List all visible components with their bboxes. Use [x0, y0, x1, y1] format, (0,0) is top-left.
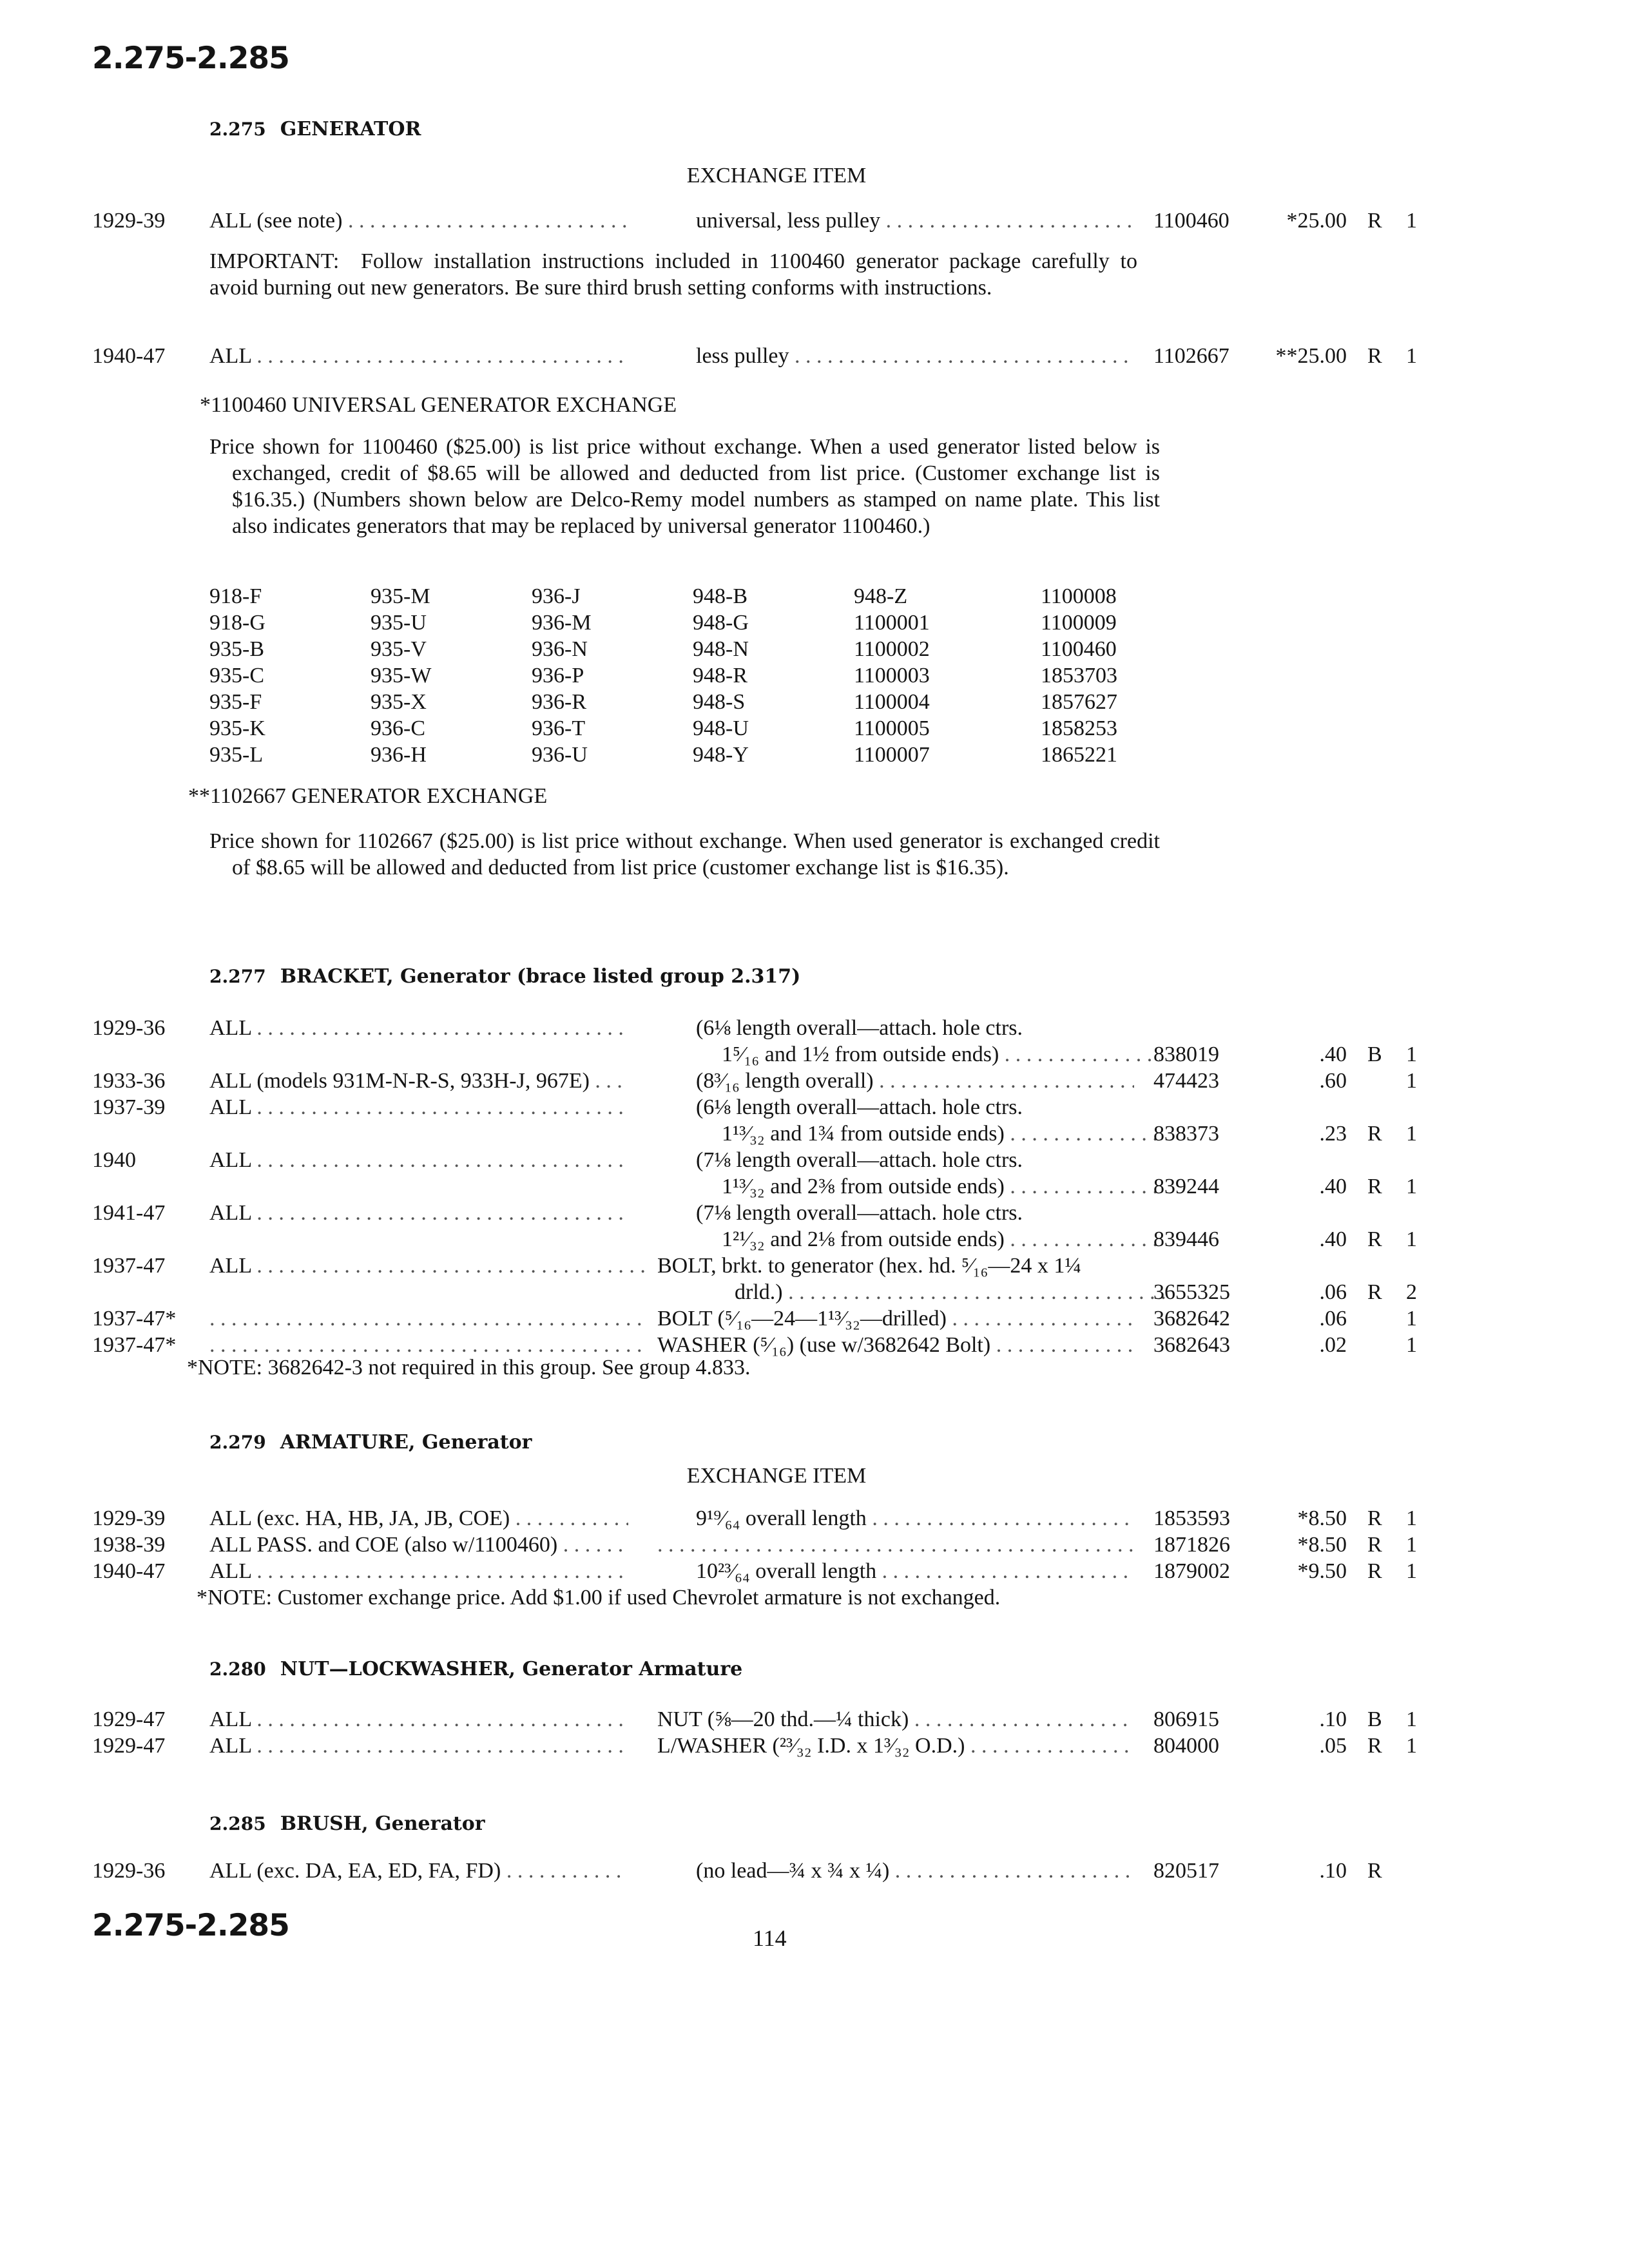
- code-cell: R: [1367, 1734, 1382, 1758]
- section-title-armature: [209, 1429, 532, 1456]
- description-cell: 9¹⁹⁄₆₄ overall length . . .: [696, 1505, 1134, 1532]
- code-cell: R: [1367, 344, 1382, 368]
- model-number: 936-C: [371, 716, 425, 740]
- section-name: NUT—LOCKWASHER, Generator Armature: [280, 1658, 743, 1680]
- table-row: [0, 1253, 1629, 1279]
- description-cell: (6⅛ length overall—attach. hole ctrs.: [696, 1016, 1023, 1040]
- model-number: 1100009: [1041, 611, 1117, 635]
- table-row-continued: [0, 1041, 1629, 1068]
- model-number: 948-U: [693, 716, 749, 740]
- model-number: 936-H: [371, 743, 427, 767]
- section-name: BRACKET, Generator (brace listed group 2.317): [280, 965, 801, 988]
- model-number: 918-F: [209, 584, 262, 608]
- section-number: 2.285: [209, 1813, 266, 1834]
- part-number-cell: 820517: [1153, 1859, 1219, 1883]
- price-cell: **25.00: [1275, 344, 1347, 368]
- description-cell: NUT (⅝—20 thd.—¼ thick) . . .: [657, 1706, 1134, 1733]
- models-cell: ALL . . .: [209, 1253, 648, 1279]
- code-cell: R: [1367, 1227, 1382, 1251]
- description-continued: 1¹³⁄₃₂ and 1¾ from outside ends) . . .: [696, 1120, 1160, 1147]
- description-cell: L/WASHER (²³⁄₃₂ I.D. x 1³⁄₃₂ O.D.) . . .: [657, 1733, 1134, 1759]
- model-number: 1853703: [1041, 664, 1117, 687]
- qty-cell: 1: [1406, 1333, 1417, 1357]
- year-cell: 1937-47*: [92, 1307, 177, 1331]
- year-cell: 1929-39: [92, 209, 166, 233]
- model-number: 948-N: [693, 637, 749, 661]
- model-number: 948-G: [693, 611, 749, 635]
- models-cell: ALL (see note) . . .: [209, 207, 628, 234]
- part-number-cell: 474423: [1153, 1069, 1219, 1093]
- model-number: 1100001: [854, 611, 930, 635]
- section-number: 2.275: [209, 119, 266, 140]
- table-row: [0, 1706, 1629, 1733]
- description-cell: less pulley . . .: [696, 343, 1134, 369]
- table-row: [0, 1068, 1629, 1094]
- model-number: 936-T: [532, 716, 586, 740]
- part-number-cell: 1853593: [1153, 1506, 1230, 1530]
- description-cell: (6⅛ length overall—attach. hole ctrs.: [696, 1095, 1023, 1119]
- part-number-cell: 839446: [1153, 1227, 1219, 1251]
- model-number: 935-C: [209, 664, 264, 687]
- generator-exchange-text: Price shown for 1102667 ($25.00) is list price without exchange. When used generator is exchanged credit of $8.65 will be allowed and deducted from list price (customer exchange list is $16.35).: [209, 829, 1160, 879]
- price-cell: .10: [1319, 1859, 1347, 1883]
- year-cell: 1929-39: [92, 1506, 166, 1530]
- year-cell: 1938-39: [92, 1533, 166, 1557]
- models-cell: ALL (exc. DA, EA, ED, FA, FD) . . .: [209, 1858, 628, 1884]
- table-row: [0, 1015, 1629, 1041]
- model-number: 948-Y: [693, 743, 749, 767]
- table-row-continued: [0, 1279, 1629, 1305]
- price-cell: .40: [1319, 1043, 1347, 1066]
- year-cell: 1929-47: [92, 1707, 166, 1731]
- table-row: [0, 1558, 1629, 1584]
- model-number: 1100004: [854, 690, 930, 714]
- qty-cell: 1: [1406, 1175, 1417, 1198]
- models-cell: [209, 1305, 648, 1332]
- year-cell: 1941-47: [92, 1201, 166, 1225]
- models-cell: ALL . . .: [209, 1200, 628, 1226]
- model-number: 935-K: [209, 716, 265, 740]
- qty-cell: 1: [1406, 1307, 1417, 1331]
- exchange-item-caption: EXCHANGE ITEM: [686, 1464, 867, 1488]
- price-cell: .23: [1319, 1122, 1347, 1146]
- models-cell: ALL (exc. HA, HB, JA, JB, COE) . . .: [209, 1505, 628, 1532]
- models-cell: ALL . . .: [209, 1015, 628, 1041]
- code-cell: R: [1367, 209, 1382, 233]
- section-title-nut-lockwasher: [209, 1656, 742, 1682]
- section-title-bracket: [209, 963, 800, 990]
- description-cell: BOLT (⁵⁄₁₆—24—1¹³⁄₃₂—drilled) . . .: [657, 1305, 1134, 1332]
- model-number: 935-V: [371, 637, 427, 661]
- description-cell: 10²³⁄₆₄ overall length . . .: [696, 1558, 1134, 1584]
- code-cell: R: [1367, 1122, 1382, 1146]
- price-cell: .02: [1319, 1333, 1347, 1357]
- model-number: 1100002: [854, 637, 930, 661]
- models-cell: ALL . . .: [209, 1733, 628, 1759]
- model-number: 1100003: [854, 664, 930, 687]
- model-number: 1100460: [1041, 637, 1117, 661]
- qty-cell: 1: [1406, 1707, 1417, 1731]
- year-cell: 1933-36: [92, 1069, 166, 1093]
- important-text-body: Follow installation instructions included in 1100460 generator package carefully to avoid burning out new generators. Be sure third brush setting conforms with instructions.: [209, 249, 1137, 300]
- model-number: 948-S: [693, 690, 746, 714]
- table-row: [0, 207, 1629, 234]
- year-cell: 1937-47: [92, 1254, 166, 1278]
- qty-cell: 1: [1406, 209, 1417, 233]
- price-cell: .06: [1319, 1307, 1347, 1331]
- models-cell: ALL . . .: [209, 1147, 628, 1173]
- year-cell: 1937-39: [92, 1095, 166, 1119]
- qty-cell: 1: [1406, 1122, 1417, 1146]
- code-cell: R: [1367, 1280, 1382, 1304]
- model-column: [693, 583, 749, 768]
- qty-cell: 1: [1406, 1506, 1417, 1530]
- year-cell: 1940: [92, 1148, 136, 1172]
- model-number: 935-F: [209, 690, 262, 714]
- page-footer-range: 2.275-2.285: [92, 1908, 289, 1943]
- part-number-cell: 3682643: [1153, 1333, 1230, 1357]
- code-cell: B: [1367, 1043, 1382, 1066]
- section-name: ARMATURE, Generator: [280, 1431, 532, 1454]
- model-column: [854, 583, 930, 768]
- table-row: [0, 343, 1629, 369]
- description-cell: WASHER (⁵⁄₁₆) (use w/3682642 Bolt) . . .: [657, 1332, 1134, 1358]
- model-number: 936-U: [532, 743, 588, 767]
- model-number: 1100005: [854, 716, 930, 740]
- table-row-continued: [0, 1120, 1629, 1147]
- model-number: 935-M: [371, 584, 430, 608]
- price-cell: .10: [1319, 1707, 1347, 1731]
- model-number: 936-P: [532, 664, 584, 687]
- price-cell: .60: [1319, 1069, 1347, 1093]
- models-cell: ALL . . .: [209, 1558, 628, 1584]
- models-cell: ALL . . .: [209, 343, 628, 369]
- description-cell: (8³⁄₁₆ length overall) . . .: [696, 1068, 1134, 1094]
- model-number: 1100008: [1041, 584, 1117, 608]
- model-number: 936-N: [532, 637, 588, 661]
- code-cell: R: [1367, 1533, 1382, 1557]
- section-number: 2.280: [209, 1658, 266, 1680]
- code-cell: R: [1367, 1175, 1382, 1198]
- qty-cell: 1: [1406, 1227, 1417, 1251]
- description-cell: universal, less pulley . . .: [696, 207, 1134, 234]
- qty-cell: 1: [1406, 344, 1417, 368]
- model-column: [1041, 583, 1117, 768]
- part-number-cell: 1102667: [1153, 344, 1229, 368]
- section-number: 2.279: [209, 1432, 266, 1453]
- model-number: 935-U: [371, 611, 427, 635]
- model-column: [371, 583, 431, 768]
- description-cell: (no lead—¾ x ¾ x ¼) . . .: [696, 1858, 1134, 1884]
- model-column: [209, 583, 265, 768]
- qty-cell: 1: [1406, 1533, 1417, 1557]
- models-cell: ALL . . .: [209, 1094, 628, 1120]
- section-title-generator: [209, 116, 421, 142]
- page-number: 114: [753, 1925, 787, 1951]
- model-number: 948-Z: [854, 584, 908, 608]
- part-number-cell: 838019: [1153, 1043, 1219, 1066]
- important-label: IMPORTANT:: [209, 249, 340, 273]
- models-cell: ALL . . .: [209, 1706, 628, 1733]
- section-name: GENERATOR: [280, 118, 421, 140]
- part-number-cell: 839244: [1153, 1175, 1219, 1198]
- bracket-note: *NOTE: 3682642-3 not required in this group. See group 4.833.: [187, 1356, 751, 1379]
- description-cell: [657, 1532, 1134, 1558]
- model-number: 1858253: [1041, 716, 1117, 740]
- code-cell: R: [1367, 1506, 1382, 1530]
- part-number-cell: 1871826: [1153, 1533, 1230, 1557]
- description-continued: drld.) . . .: [696, 1279, 1173, 1305]
- universal-exchange-heading: *1100460 UNIVERSAL GENERATOR EXCHANGE: [200, 393, 677, 417]
- price-cell: .05: [1319, 1734, 1347, 1758]
- model-number: 935-W: [371, 664, 432, 687]
- year-cell: 1929-36: [92, 1859, 166, 1883]
- code-cell: R: [1367, 1859, 1382, 1883]
- price-cell: .06: [1319, 1280, 1347, 1304]
- code-cell: R: [1367, 1559, 1382, 1583]
- table-row: [0, 1505, 1629, 1532]
- description-cell: BOLT, brkt. to generator (hex. hd. ⁵⁄₁₆—24 x 1¼: [657, 1254, 1081, 1278]
- year-cell: 1929-36: [92, 1016, 166, 1040]
- models-cell: ALL (models 931M-N-R-S, 933H-J, 967E) . . .: [209, 1068, 628, 1094]
- table-row: [0, 1532, 1629, 1558]
- year-cell: 1940-47: [92, 1559, 166, 1583]
- armature-note: *NOTE: Customer exchange price. Add $1.00 if used Chevrolet armature is not exchanged.: [197, 1586, 1001, 1610]
- model-number: 935-L: [209, 743, 264, 767]
- part-number-cell: 3655325: [1153, 1280, 1230, 1304]
- description-continued: 1²¹⁄₃₂ and 2⅛ from outside ends) . . .: [696, 1226, 1160, 1253]
- model-number: 1865221: [1041, 743, 1117, 767]
- model-number: 935-B: [209, 637, 264, 661]
- qty-cell: 1: [1406, 1734, 1417, 1758]
- price-cell: *9.50: [1297, 1559, 1347, 1583]
- description-cell: (7⅛ length overall—attach. hole ctrs.: [696, 1148, 1023, 1172]
- model-number: 935-X: [371, 690, 427, 714]
- model-number: 948-R: [693, 664, 747, 687]
- part-number-cell: 1100460: [1153, 209, 1229, 233]
- exchange-item-caption: EXCHANGE ITEM: [686, 164, 867, 187]
- table-row-continued: [0, 1226, 1629, 1253]
- price-cell: .40: [1319, 1227, 1347, 1251]
- section-number: 2.277: [209, 966, 266, 987]
- table-row: [0, 1305, 1629, 1332]
- part-number-cell: 3682642: [1153, 1307, 1230, 1331]
- part-number-cell: 1879002: [1153, 1559, 1230, 1583]
- model-column: [532, 583, 592, 768]
- price-cell: .40: [1319, 1175, 1347, 1198]
- qty-cell: 1: [1406, 1043, 1417, 1066]
- year-cell: 1940-47: [92, 344, 166, 368]
- price-cell: *25.00: [1286, 209, 1347, 233]
- model-number: 948-B: [693, 584, 747, 608]
- description-cell: (7⅛ length overall—attach. hole ctrs.: [696, 1201, 1023, 1225]
- model-number: 1857627: [1041, 690, 1117, 714]
- model-number: 936-M: [532, 611, 592, 635]
- year-cell: 1937-47*: [92, 1333, 177, 1357]
- important-text: [209, 248, 1137, 301]
- model-number: 1100007: [854, 743, 930, 767]
- model-number: 936-J: [532, 584, 581, 608]
- qty-cell: 2: [1406, 1280, 1417, 1304]
- table-row: [0, 1094, 1629, 1120]
- generator-exchange-heading: **1102667 GENERATOR EXCHANGE: [188, 784, 548, 808]
- qty-cell: 1: [1406, 1559, 1417, 1583]
- description-continued: 1¹³⁄₃₂ and 2⅜ from outside ends) . . .: [696, 1173, 1160, 1200]
- part-number-cell: 838373: [1153, 1122, 1219, 1146]
- qty-cell: 1: [1406, 1069, 1417, 1093]
- code-cell: B: [1367, 1707, 1382, 1731]
- description-continued: 1⁵⁄₁₆ and 1½ from outside ends) . . .: [696, 1041, 1160, 1068]
- universal-exchange-text: Price shown for 1100460 ($25.00) is list price without exchange. When a used generator listed below is exchanged, credit of $8.65 will be allowed and deducted from list price. (Customer exchange list is $16.35.) (Numbers shown below are Delco-Remy model numbers as stamped on name plate. This list also indicates generators that may be replaced by universal generator 1100460.): [209, 435, 1160, 538]
- model-number: 918-G: [209, 611, 265, 635]
- table-row-continued: [0, 1173, 1629, 1200]
- year-cell: 1929-47: [92, 1734, 166, 1758]
- model-number: 936-R: [532, 690, 586, 714]
- price-cell: *8.50: [1297, 1533, 1347, 1557]
- section-name: BRUSH, Generator: [280, 1812, 485, 1835]
- part-number-cell: 804000: [1153, 1734, 1219, 1758]
- table-row: [0, 1200, 1629, 1226]
- models-cell: ALL PASS. and COE (also w/1100460) . . .: [209, 1532, 628, 1558]
- table-row: [0, 1147, 1629, 1173]
- section-title-brush: [209, 1811, 485, 1837]
- table-row: [0, 1858, 1629, 1884]
- page-header-range: 2.275-2.285: [92, 41, 289, 76]
- table-row: [0, 1733, 1629, 1759]
- price-cell: *8.50: [1297, 1506, 1347, 1530]
- part-number-cell: 806915: [1153, 1707, 1219, 1731]
